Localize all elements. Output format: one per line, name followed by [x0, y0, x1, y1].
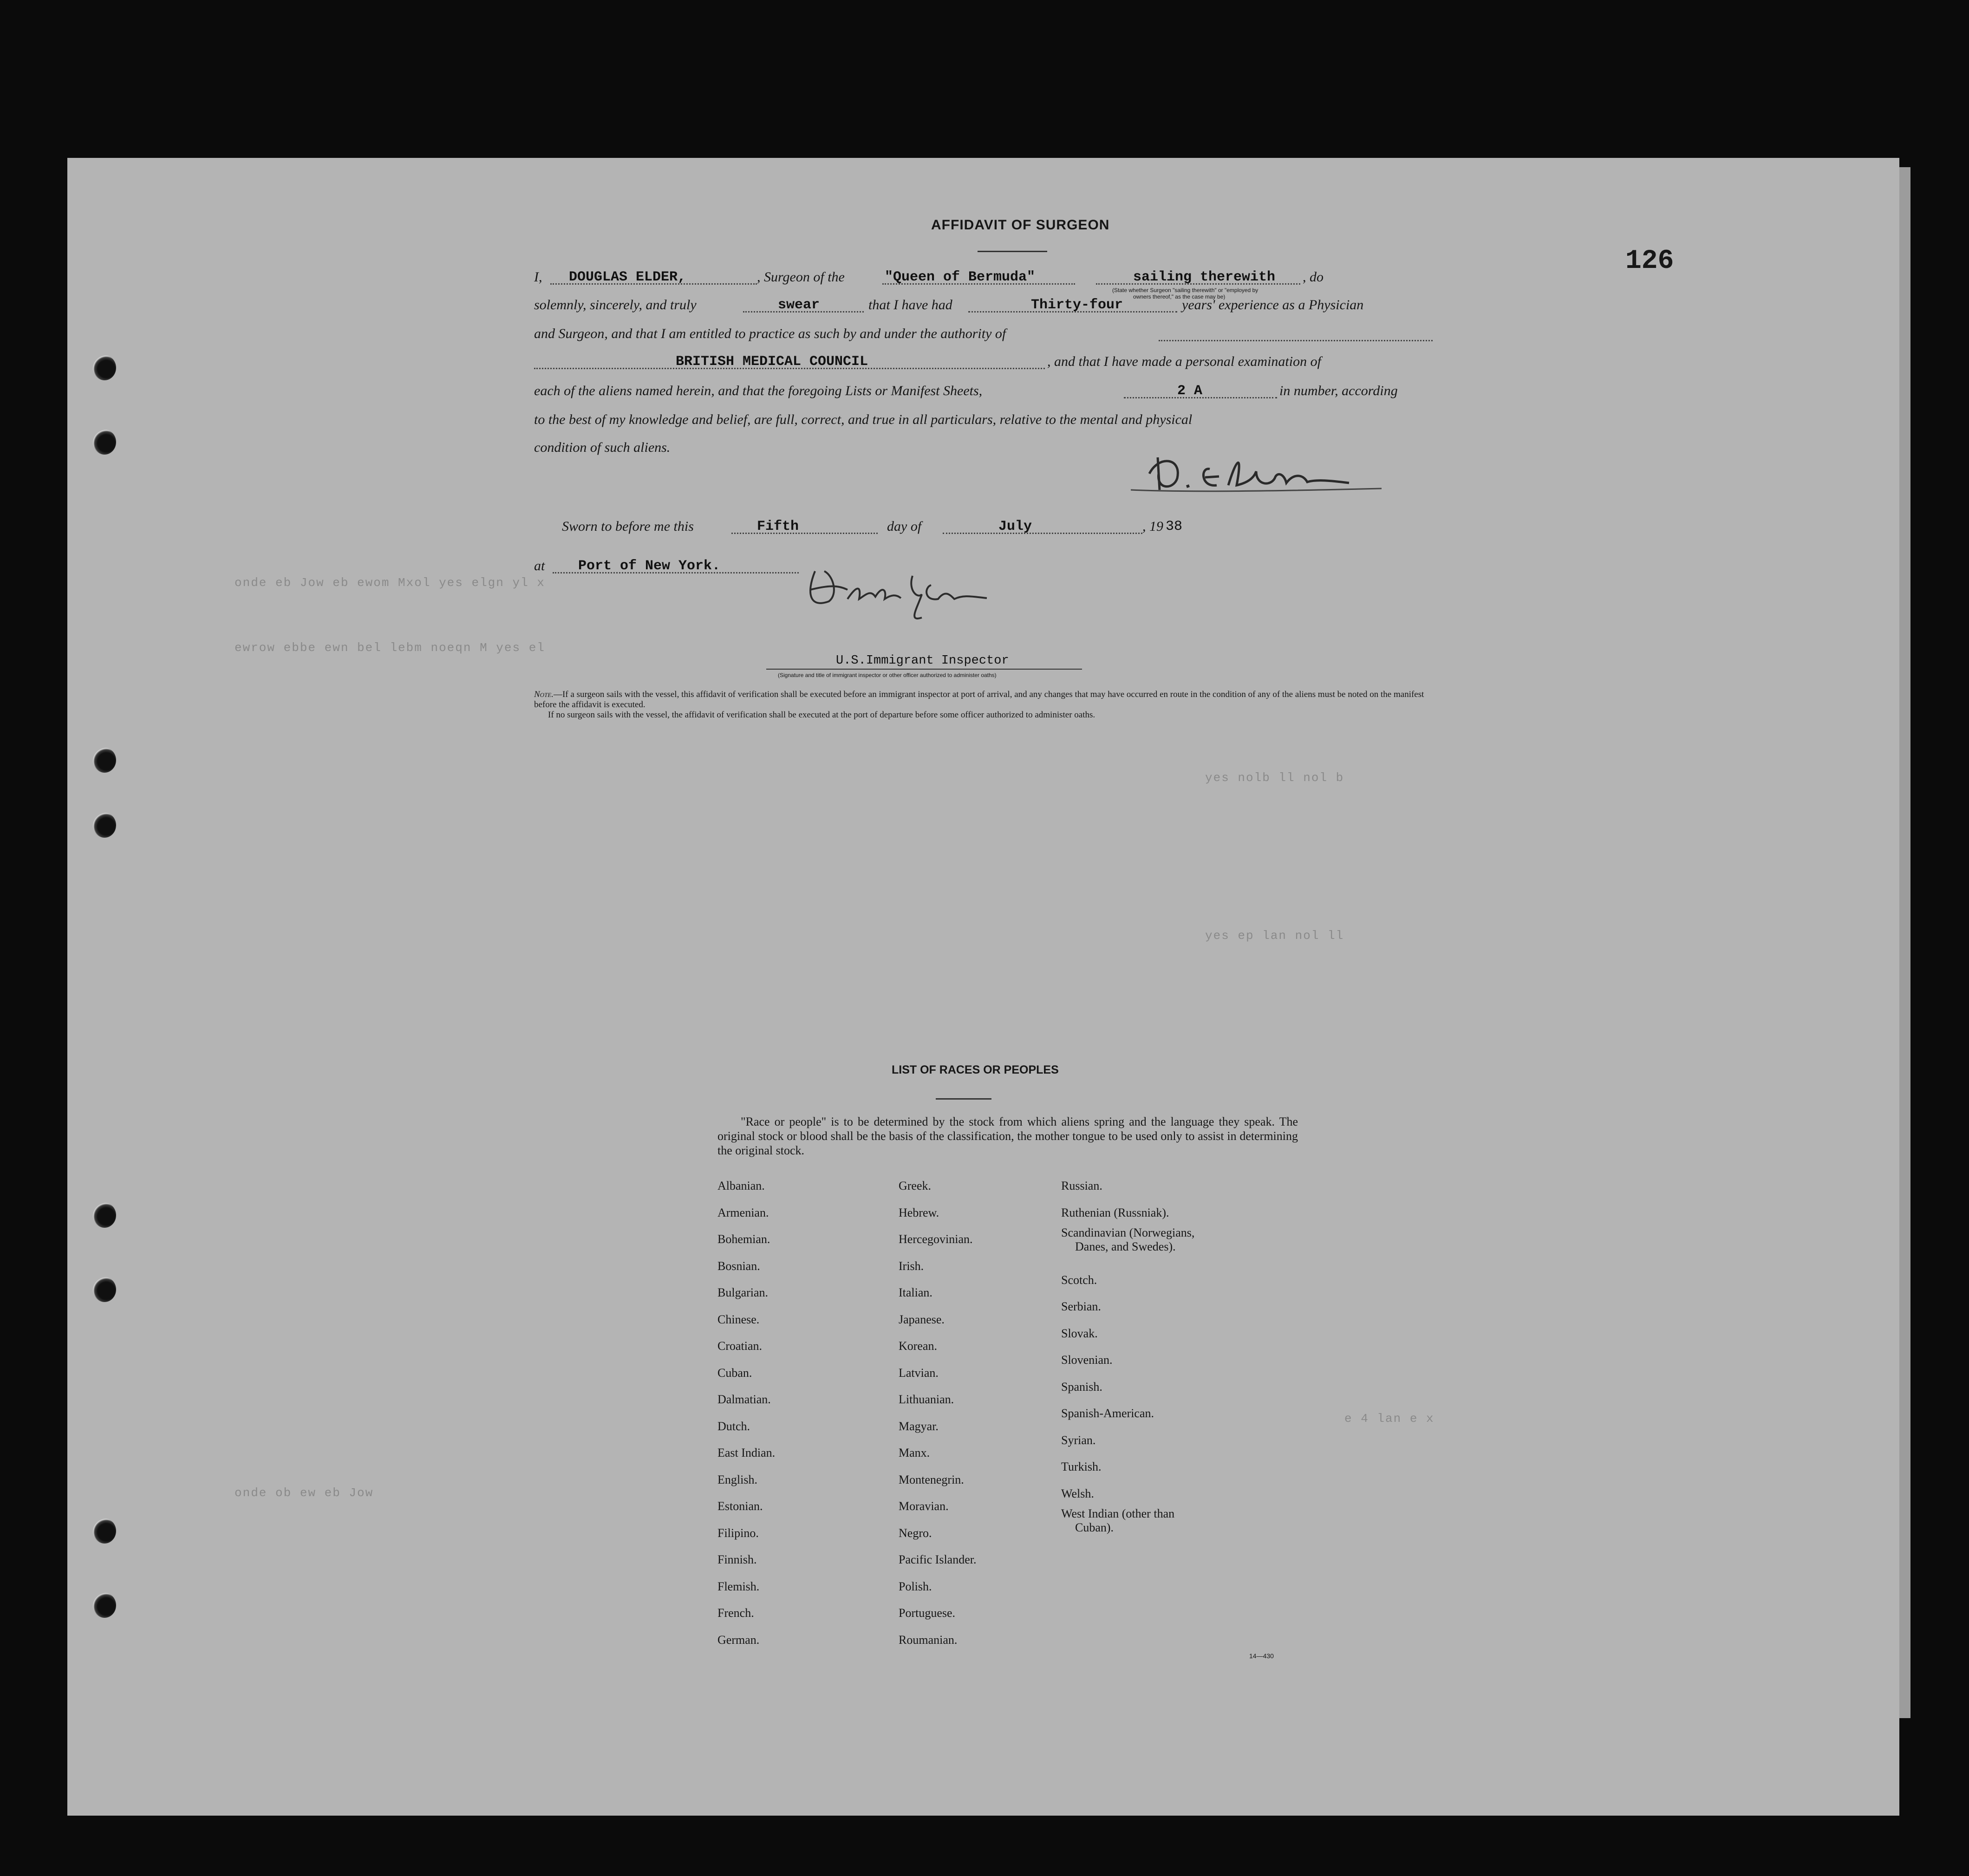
affidavit-note	[534, 690, 1440, 720]
form-number: 14—430	[1249, 1652, 1274, 1660]
binder-hole	[93, 1593, 116, 1618]
inspector-title-line	[766, 669, 1082, 670]
race-item-line: Danes, and Swedes).	[1075, 1240, 1176, 1253]
affidavit-line-6	[534, 412, 1435, 438]
in-number-label: in number, according	[1279, 383, 1398, 398]
race-item: Montenegrin.	[899, 1472, 964, 1486]
authority-name: BRITISH MEDICAL COUNCIL	[676, 354, 868, 370]
sailing-note: (State whether Surgeon "sailing therewith" or "employed by	[1112, 287, 1258, 293]
page-number: 126	[1625, 246, 1674, 276]
race-item: Hebrew.	[899, 1205, 939, 1219]
race-item: Serbian.	[1061, 1300, 1101, 1313]
race-item: Dutch.	[717, 1419, 750, 1433]
affidavit-line-4	[534, 354, 1435, 380]
fill-line	[943, 533, 1142, 534]
race-item: Negro.	[899, 1526, 932, 1540]
race-item: Moravian.	[899, 1499, 949, 1513]
sworn-year: 38	[1166, 519, 1183, 534]
race-item: Roumanian.	[899, 1633, 958, 1647]
races-column-3	[1061, 1172, 1194, 1548]
race-item: Welsh.	[1061, 1486, 1094, 1500]
port-name: Port of New York.	[578, 558, 721, 574]
bleed-through-text: yes ep lan nol ll	[1205, 929, 1344, 943]
race-item: Lithuanian.	[899, 1393, 954, 1406]
race-item: Hercegovinian.	[899, 1232, 973, 1246]
race-item: Japanese.	[899, 1312, 945, 1326]
race-item: Manx.	[899, 1446, 930, 1459]
day-of-label: day of	[887, 519, 922, 534]
race-item: Italian.	[899, 1286, 932, 1299]
binder-hole	[93, 1518, 116, 1544]
bleed-through-text: ewrow ebbe ewn bel lebm noeqn M yes el	[235, 641, 545, 655]
manifest-sheets-label: each of the aliens named herein, and that the foregoing Lists or Manifest Sheets,	[534, 383, 983, 398]
title-rule	[978, 251, 1047, 252]
binder-hole	[93, 748, 116, 773]
inspector-signature	[801, 557, 996, 627]
fill-line	[731, 533, 878, 534]
bleed-through-text: onde eb Jow eb ewom Mxol yes elgn yl x	[235, 576, 545, 590]
examination-label: , and that I have made a personal examination of	[1047, 354, 1321, 369]
race-item: Flemish.	[717, 1579, 760, 1593]
race-item: Turkish.	[1061, 1460, 1102, 1473]
at-label: at	[534, 558, 545, 573]
race-item-line: West Indian (other than	[1061, 1507, 1175, 1520]
race-item: Slovak.	[1061, 1326, 1098, 1340]
race-item: Cuban.	[717, 1366, 752, 1380]
race-item: Latvian.	[899, 1366, 939, 1380]
race-item: Bosnian.	[717, 1259, 760, 1273]
race-item: Bohemian.	[717, 1232, 770, 1246]
condition-text: condition of such aliens.	[534, 440, 671, 455]
race-item-scandinavian	[1061, 1226, 1194, 1254]
affidavit-title: AFFIDAVIT OF SURGEON	[931, 217, 1110, 233]
note-text-1: —If a surgeon sails with the vessel, this affidavit of verification shall be executed before an immigrant inspector at port of arrival, and any changes that may have occurred en route in the condition of any of the aliens must be noted on the manifest before the affidavit is executed.	[534, 690, 1424, 710]
race-item: Irish.	[899, 1259, 924, 1273]
race-item: Bulgarian.	[717, 1286, 769, 1299]
race-item: Polish.	[899, 1579, 932, 1593]
surgeon-of-label: , Surgeon of the	[757, 269, 845, 285]
binder-hole	[93, 1203, 116, 1228]
race-item: East Indian.	[717, 1446, 776, 1459]
race-item: Russian.	[1061, 1179, 1102, 1192]
race-item: Dalmatian.	[717, 1393, 771, 1406]
sworn-month: July	[998, 519, 1032, 534]
sailing-note: owners thereof," as the case may be)	[1133, 293, 1226, 300]
sheet-count: 2 A	[1177, 383, 1203, 399]
sworn-label: Sworn to before me this	[562, 519, 694, 534]
race-item: English.	[717, 1472, 757, 1486]
race-item: Estonian.	[717, 1499, 763, 1513]
inspector-caption: (Signature and title of immigrant inspector or other officer authorized to administer oaths)	[778, 672, 997, 678]
race-item: French.	[717, 1606, 754, 1620]
surgeon-name: DOUGLAS ELDER,	[569, 269, 686, 285]
races-column-1	[717, 1172, 775, 1653]
bleed-through-text: yes nolb ll nol b	[1205, 771, 1344, 785]
race-item-west-indian	[1061, 1507, 1194, 1535]
experience-label: years' experience as a Physician	[1182, 297, 1364, 313]
belief-text: to the best of my knowledge and belief, are full, correct, and true in all particulars, relative to the mental and physical	[534, 412, 1193, 427]
year-prefix: , 19	[1142, 519, 1163, 534]
surgeon-signature	[1131, 446, 1391, 497]
race-item: Chinese.	[717, 1312, 760, 1326]
sworn-line	[534, 519, 1435, 545]
race-item: Croatian.	[717, 1339, 763, 1353]
race-item: Pacific Islander.	[899, 1553, 977, 1566]
binder-hole	[93, 1277, 116, 1302]
bleed-through-text: onde ob ew eb Jow	[235, 1486, 374, 1500]
note-lead: Note.	[534, 690, 554, 699]
race-item: Finnish.	[717, 1553, 757, 1566]
races-title: LIST OF RACES OR PEOPLES	[892, 1063, 1059, 1076]
sworn-day: Fifth	[757, 519, 799, 534]
note-text-2: If no surgeon sails with the vessel, the affidavit of verification shall be executed at the port of departure before some officer authorized to administer oaths.	[548, 710, 1095, 720]
authority-label: and Surgeon, and that I am entitled to practice as such by and under the authority of	[534, 326, 1006, 341]
race-item: Slovenian.	[1061, 1353, 1113, 1367]
race-item: Portuguese.	[899, 1606, 956, 1620]
solemnly-label: solemnly, sincerely, and truly	[534, 297, 697, 313]
binder-hole	[93, 430, 116, 455]
sailing-status: sailing therewith	[1133, 269, 1276, 285]
years-experience: Thirty-four	[1031, 297, 1123, 313]
affidavit-page	[67, 158, 1899, 1816]
binder-hole	[93, 813, 116, 838]
race-item: Filipino.	[717, 1526, 759, 1540]
race-item: German.	[717, 1633, 760, 1647]
affidavit-line-2	[534, 297, 1435, 323]
do-label: , do	[1303, 269, 1324, 285]
race-item: Armenian.	[717, 1205, 769, 1219]
fill-line	[1159, 340, 1433, 341]
race-item-line: Cuban).	[1075, 1521, 1114, 1534]
pronoun-i: I,	[534, 269, 542, 285]
affidavit-line-3	[534, 326, 1435, 352]
race-item-line: Scandinavian (Norwegians,	[1061, 1226, 1195, 1239]
binder-hole	[93, 355, 116, 380]
had-label: that I have had	[868, 297, 952, 313]
affidavit-line-5	[534, 383, 1435, 409]
oath-type: swear	[778, 297, 820, 313]
race-item: Syrian.	[1061, 1433, 1096, 1447]
race-item: Scotch.	[1061, 1273, 1097, 1287]
race-item: Greek.	[899, 1179, 932, 1192]
race-item: Spanish.	[1061, 1380, 1102, 1394]
races-intro: "Race or people" is to be determined by the stock from which aliens spring and the language they speak. The original stock or blood shall be the basis of the classification, the mother tongue to be used only to assist in determining the original stock.	[717, 1115, 1298, 1157]
races-column-2	[899, 1172, 977, 1653]
race-item: Albanian.	[717, 1179, 765, 1192]
vessel-name: "Queen of Bermuda"	[885, 269, 1036, 285]
races-rule	[936, 1098, 991, 1100]
affidavit-line-1	[534, 269, 1435, 300]
race-item: Ruthenian (Russniak).	[1061, 1205, 1169, 1219]
bleed-through-text: e 4 lan e x	[1344, 1412, 1434, 1426]
race-item: Spanish-American.	[1061, 1407, 1154, 1420]
inspector-title: U.S.Immigrant Inspector	[836, 654, 1009, 668]
race-item: Magyar.	[899, 1419, 939, 1433]
race-item: Korean.	[899, 1339, 938, 1353]
